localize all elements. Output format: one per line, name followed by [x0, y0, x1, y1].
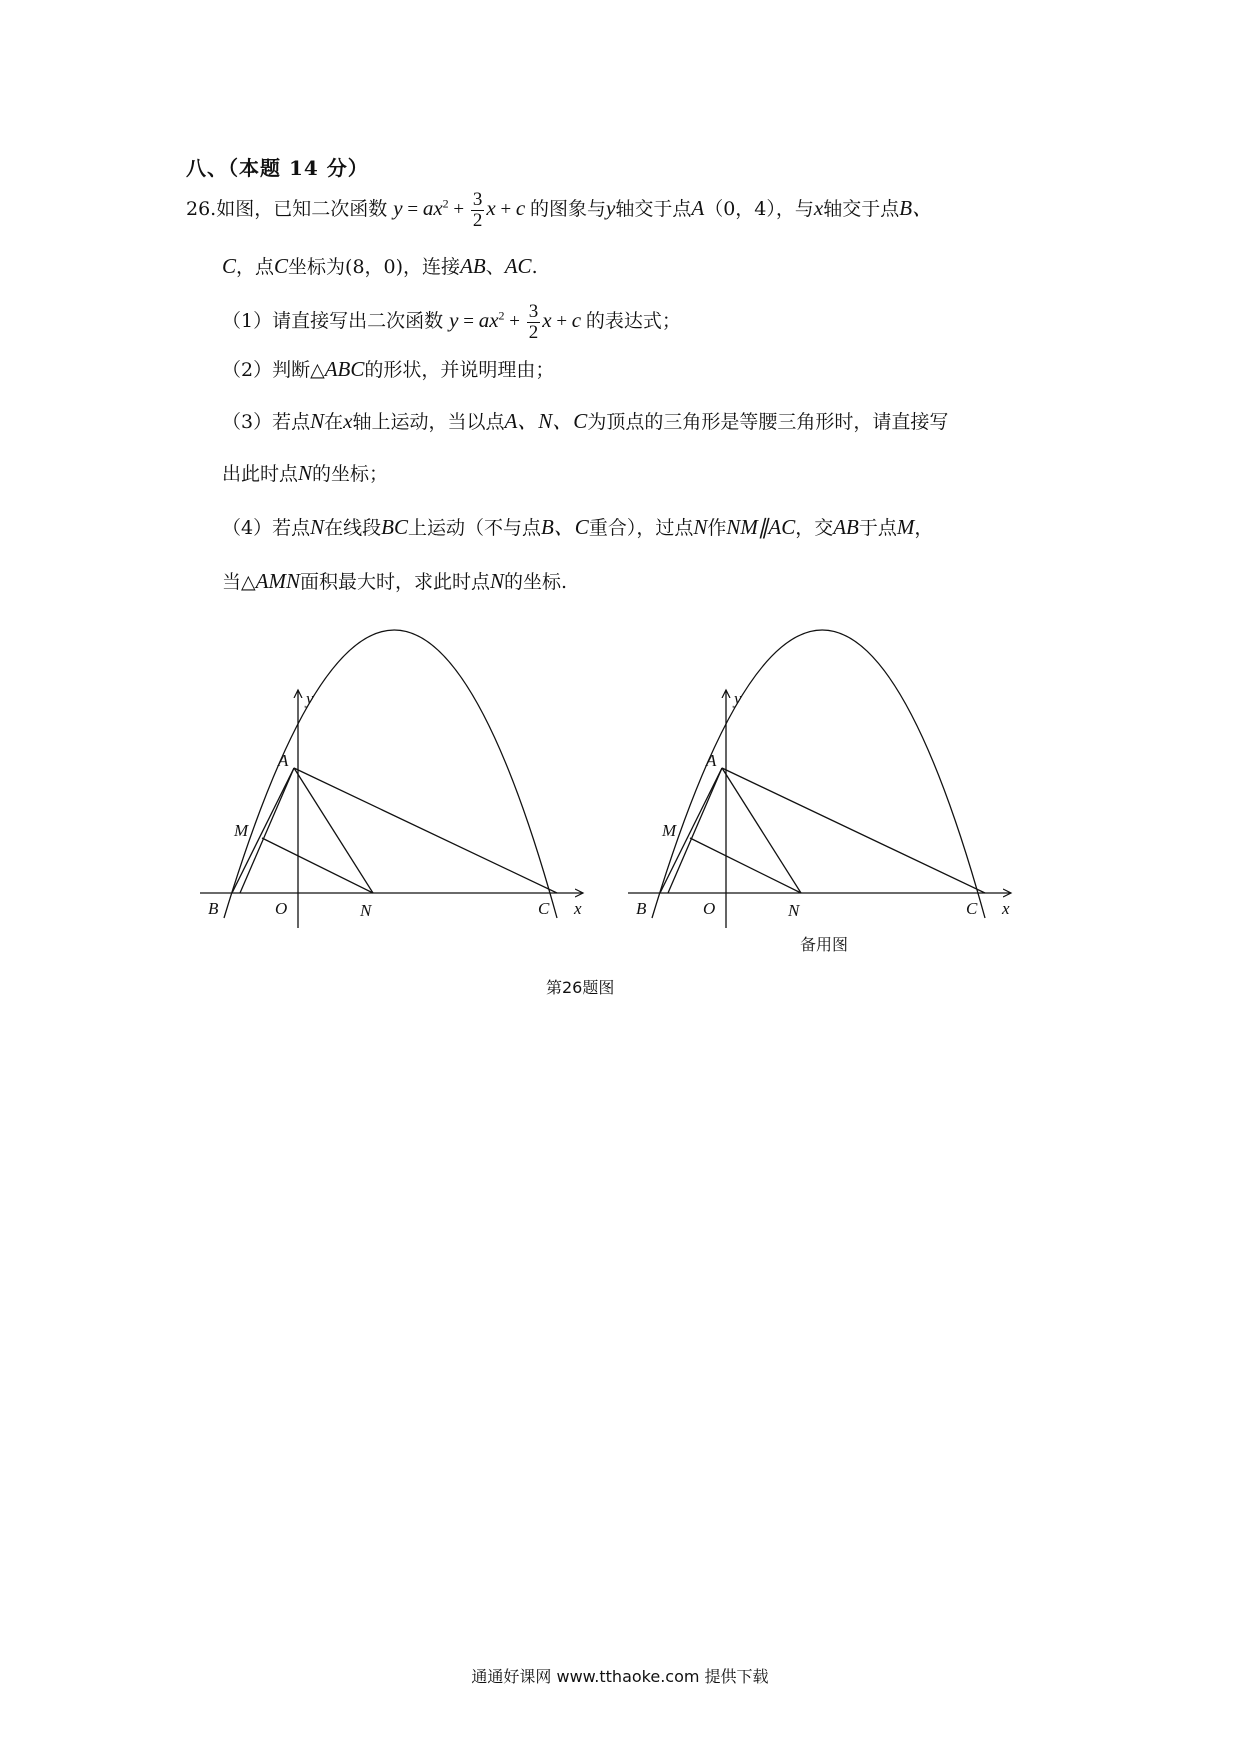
- intro-text: （0，4），与: [704, 197, 814, 220]
- symbol-x: x: [343, 409, 353, 433]
- label-A: A: [278, 751, 289, 770]
- symbol-AB: AB: [833, 515, 859, 539]
- symbol-y: y: [606, 195, 616, 220]
- main-figure: [200, 630, 583, 928]
- intro-text: 轴交于点: [615, 197, 692, 220]
- label-M: M: [234, 821, 249, 840]
- label-y: y: [306, 689, 314, 708]
- symbol-NM-parallel-AC: NM∥AC: [726, 515, 796, 539]
- formula-a: a: [422, 195, 434, 220]
- question-text: 出此时点: [222, 463, 299, 485]
- symbol-C: C: [274, 254, 289, 278]
- intro-text: 如图，已知二次函数: [216, 197, 388, 220]
- symbol-N: N: [489, 569, 504, 593]
- label-B: B: [208, 899, 219, 918]
- spare-figure-caption: 备用图: [800, 935, 849, 954]
- question-text: 轴上运动，当以点: [352, 411, 505, 433]
- question-text: ，交: [795, 517, 834, 539]
- fraction-numerator: 3: [472, 189, 483, 210]
- question-text: 于点: [858, 517, 897, 539]
- page-footer: 通通好课网 www.tthaoke.com 提供下载: [471, 1667, 769, 1686]
- formula-c: c: [571, 307, 582, 332]
- label-O: O: [703, 899, 716, 918]
- formula-c: c: [515, 195, 526, 220]
- question-text: 的表达式；: [585, 309, 681, 332]
- parabola: [224, 630, 557, 918]
- fraction-numerator: 3: [528, 301, 539, 322]
- question-text: （2）判断△: [222, 359, 325, 381]
- question-text: 上运动（不与点: [407, 517, 541, 539]
- question-text: 为顶点的三角形是等腰三角形时，请直接写: [587, 411, 949, 433]
- formula-plus: +: [504, 310, 525, 332]
- symbol-N: N: [310, 409, 325, 433]
- formula-x-linear: x: [542, 307, 552, 332]
- label-A: A: [706, 751, 717, 770]
- question-text: 的坐标.: [503, 571, 568, 593]
- formula-y: y: [393, 195, 403, 220]
- comma: ，: [914, 517, 934, 539]
- question-text: 在: [324, 411, 344, 433]
- label-M: M: [662, 821, 677, 840]
- formula-x: x: [433, 195, 443, 220]
- formula-plus-2: +: [495, 198, 516, 220]
- symbol-ABC: ABC: [324, 357, 365, 381]
- symbol-N: N: [298, 461, 313, 485]
- intro-text: 、: [485, 256, 505, 278]
- symbol-B: B、: [899, 195, 934, 220]
- symbol-A: A: [691, 195, 705, 220]
- symbol-C: C: [222, 254, 237, 278]
- intro-text: 轴交于点: [823, 197, 900, 220]
- question-text: 的形状，并说明理由；: [364, 359, 555, 381]
- question-text: 作: [707, 517, 727, 539]
- formula-x-linear: x: [486, 195, 496, 220]
- label-N: N: [788, 901, 800, 920]
- formula-y: y: [449, 307, 459, 332]
- question-text: （4）若点: [222, 517, 311, 539]
- label-y: y: [734, 689, 742, 708]
- symbol-AC: AC: [504, 254, 532, 278]
- question-text: 当△: [222, 571, 256, 593]
- formula-a: a: [478, 307, 490, 332]
- label-C: C: [966, 899, 978, 918]
- question-text: 的坐标；: [312, 463, 389, 485]
- intro-text: 的图象与: [530, 197, 607, 220]
- symbol-N: N: [693, 515, 708, 539]
- spare-figure-labels: [636, 689, 1010, 920]
- symbol-AB: AB: [460, 254, 486, 278]
- question-text: （3）若点: [222, 411, 311, 433]
- symbol-ANC: A、N、C: [504, 409, 588, 433]
- symbol-M: M: [896, 515, 915, 539]
- section-heading: 八、（本题 14 分）: [186, 156, 369, 180]
- symbol-N: N: [310, 515, 325, 539]
- formula-square: 2: [442, 196, 449, 211]
- formula-x: x: [489, 307, 499, 332]
- symbol-AMN: AMN: [255, 569, 300, 593]
- formula-eq: =: [458, 310, 479, 332]
- figure-caption: 第26题图: [546, 978, 615, 997]
- intro-text: ，点: [236, 256, 275, 278]
- question-text: 在线段: [324, 517, 382, 539]
- symbol-B-C: B、C: [540, 515, 589, 539]
- fraction-denominator: 2: [528, 322, 539, 343]
- symbol-x: x: [813, 195, 824, 220]
- fraction-denominator: 2: [472, 210, 483, 231]
- label-N: N: [360, 901, 372, 920]
- symbol-BC: BC: [381, 515, 408, 539]
- main-figure-labels: [208, 689, 582, 920]
- question-text: 面积最大时，求此时点: [299, 571, 490, 593]
- label-O: O: [275, 899, 288, 918]
- spare-figure: [628, 630, 1011, 928]
- label-x: x: [574, 899, 582, 918]
- label-B: B: [636, 899, 647, 918]
- problem-number: 26.: [186, 197, 217, 220]
- parabola: [652, 630, 985, 918]
- label-C: C: [538, 899, 550, 918]
- question-text: 重合），过点: [588, 517, 694, 539]
- period: .: [531, 256, 538, 278]
- formula-eq: =: [402, 198, 423, 220]
- formula-plus: +: [448, 198, 469, 220]
- label-x: x: [1002, 899, 1010, 918]
- question-text: （1）请直接写出二次函数: [222, 309, 444, 332]
- formula-square: 2: [498, 308, 505, 323]
- intro-text: 坐标为(8，0)，连接: [288, 256, 461, 278]
- formula-plus-2: +: [551, 310, 572, 332]
